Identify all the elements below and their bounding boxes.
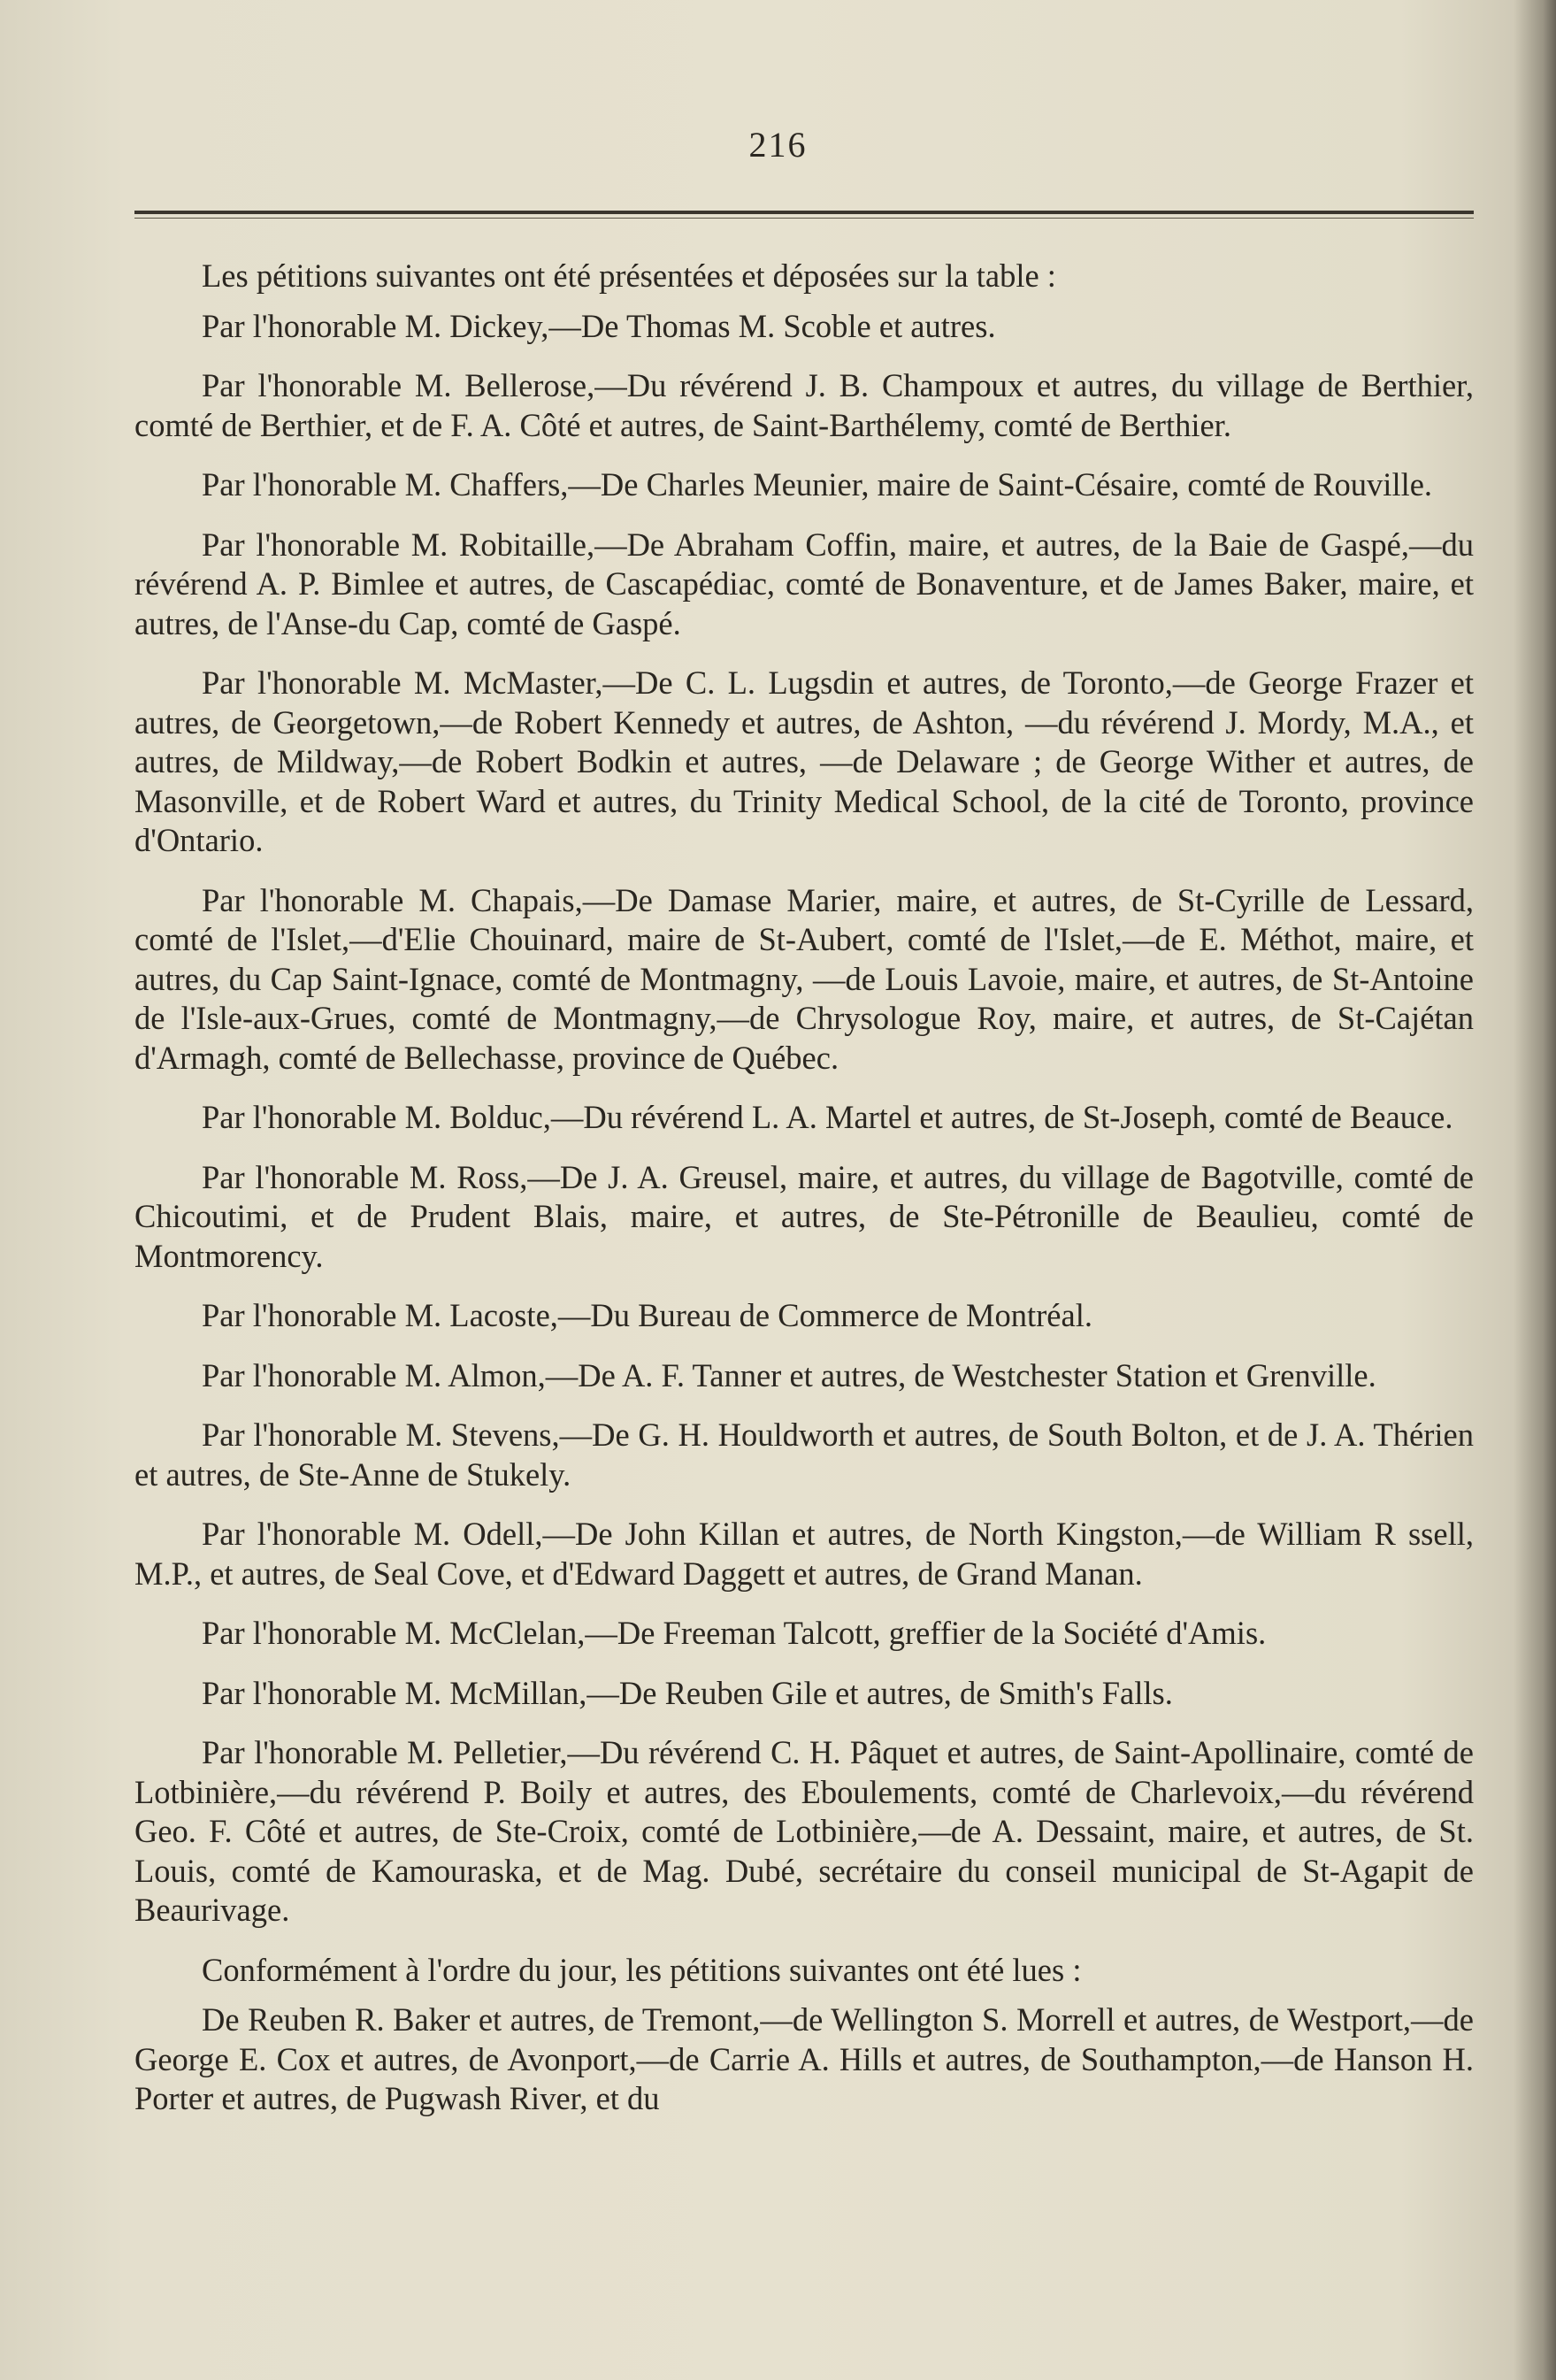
petition-paragraph: Par l'honorable M. Lacoste,—Du Bureau de Commerce de Montréal. bbox=[202, 1297, 1092, 1333]
petition-paragraph: Par l'honorable M. Ross,—De J. A. Greusel, maire, et autres, du village de Bagotville, comté de Chicoutimi, et de Prudent Blais, maire, et autres, de Ste-Pétronille de Beaulieu, comté de Montmorency. bbox=[134, 1158, 1474, 1274]
paragraph-intro: Les pétitions suivantes ont été présentées et déposées sur la table : bbox=[202, 257, 1056, 294]
header-rule-thin bbox=[134, 218, 1474, 219]
petition-paragraph: Par l'honorable M. Chapais,—De Damase Marier, maire, et autres, de St-Cyrille de Lessard, comté de l'Islet,—d'Elie Chouinard, maire de St-Aubert, comté de l'Islet,—de E. Méthot, maire, et autres, du Cap Saint-Ignace, comté de Montmagny, —de Louis Lavoie, maire, et autres, de St-Antoine de l'Isle-aux-Grues, comté de Montmagny,—de Chrysologue Roy, maire, et autres, de St-Cajétan d'Armagh, comté de Bellechasse, province de Québec. bbox=[134, 881, 1474, 1076]
petition-paragraph: Par l'honorable M. Robitaille,—De Abraham Coffin, maire, et autres, de la Baie de Gaspé,—du révérend A. P. Bimlee et autres, de Cascapédiac, comté de Bonaventure, et de James Baker, maire, et autres, de l'Anse-du Cap, comté de Gaspé. bbox=[134, 526, 1474, 641]
page-number: 216 bbox=[748, 125, 808, 165]
petition-paragraph: Par l'honorable M. Dickey,—De Thomas M. Scoble et autres. bbox=[202, 307, 996, 344]
petition-paragraph: Par l'honorable M. Bellerose,—Du révérend J. B. Champoux et autres, du village de Berthier, comté de Berthier, et de F. A. Côté et autres, de Saint-Barthélemy, comté de Berthier. bbox=[134, 367, 1474, 443]
petition-paragraph: Par l'honorable M. Pelletier,—Du révérend C. H. Pâquet et autres, de Saint-Apollinaire, comté de Lotbinière,—du révérend P. Boily et autres, des Eboulements, comté de Charlevoix,—du révérend Geo. F. Côté et autres, de Ste-Croix, comté de Lotbinière,—de A. Dessaint, maire, et autres, de St. Louis, comté de Kamouraska, et de Mag. Dubé, secrétaire du conseil municipal de St-Agapit de Beaurivage. bbox=[134, 1734, 1474, 1928]
paragraph-order-of-day: Conformément à l'ordre du jour, les pétitions suivantes ont été lues : bbox=[202, 1951, 1082, 1988]
petition-paragraph: Par l'honorable M. Chaffers,—De Charles Meunier, maire de Saint-Césaire, comté de Rouville. bbox=[202, 466, 1433, 503]
petition-paragraph: Par l'honorable M. McMillan,—De Reuben Gile et autres, de Smith's Falls. bbox=[202, 1674, 1173, 1711]
binding-shadow bbox=[1514, 0, 1556, 2380]
petition-paragraph: Par l'honorable M. McMaster,—De C. L. Lugsdin et autres, de Toronto,—de George Frazer et autres, de Georgetown,—de Robert Kennedy et autres, de Ashton, —du révérend J. Mordy, M.A., et autres, de Mildway,—de Robert Bodkin et autres, —de Delaware ; de George Wither et autres, de Masonville, et de Robert Ward et autres, du Trinity Medical School, de la cité de Toronto, province d'Ontario. bbox=[134, 664, 1474, 858]
petition-paragraph: Par l'honorable M. Stevens,—De G. H. Houldworth et autres, de South Bolton, et de J. A. Thérien et autres, de Ste-Anne de Stukely. bbox=[134, 1416, 1474, 1493]
petition-paragraph: De Reuben R. Baker et autres, de Tremont,—de Wellington S. Morrell et autres, de Westport,—de George E. Cox et autres, de Avonport,—de Carrie A. Hills et autres, de Southampton,—de Hanson H. Porter et autres, de Pugwash River, et du bbox=[134, 2001, 1474, 2116]
header-rule-thick bbox=[134, 211, 1474, 214]
petition-paragraph: Par l'honorable M. McClelan,—De Freeman Talcott, greffier de la Société d'Amis. bbox=[202, 1615, 1267, 1651]
petition-paragraph: Par l'honorable M. Bolduc,—Du révérend L. A. Martel et autres, de St-Joseph, comté de Beauce. bbox=[202, 1099, 1453, 1135]
petition-paragraph: Par l'honorable M. Almon,—De A. F. Tanner et autres, de Westchester Station et Grenville. bbox=[202, 1356, 1376, 1393]
petition-paragraph: Par l'honorable M. Odell,—De John Killan et autres, de North Kingston,—de William R ssell, M.P., et autres, de Seal Cove, et d'Edward Daggett et autres, de Grand Manan. bbox=[134, 1516, 1474, 1592]
page-body bbox=[134, 257, 1474, 2139]
